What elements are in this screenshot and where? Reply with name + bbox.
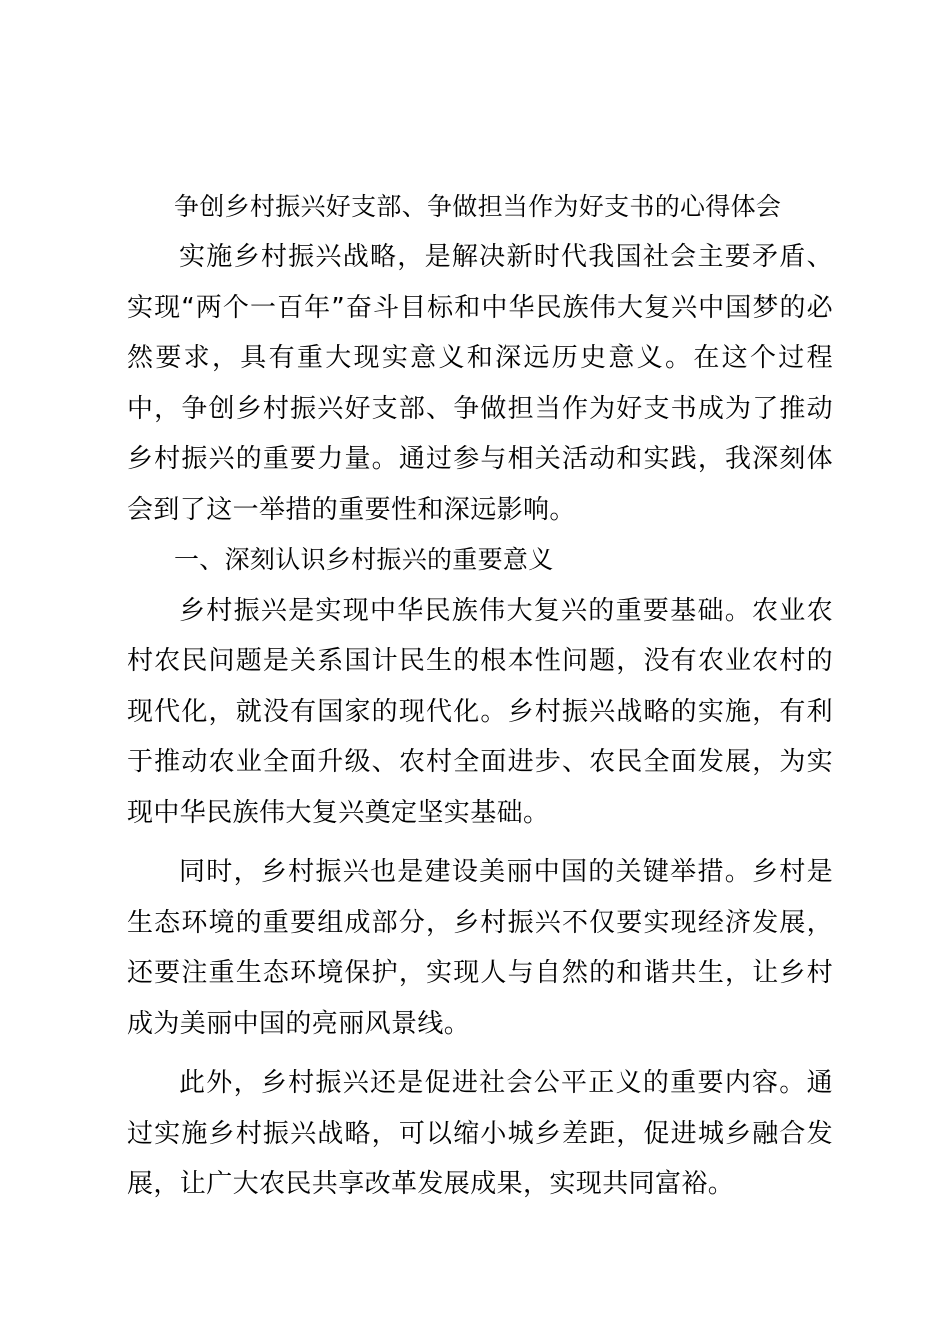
section-heading: 一、深刻认识乡村振兴的重要意义 bbox=[174, 545, 554, 574]
body-paragraph: 乡村振兴是实现中华民族伟大复兴的重要基础。农业农村农民问题是关系国计民生的根本性问题，没有农业农村的现代化，就没有国家的现代化。乡村振兴战略的实施，有利于推动农业全面升级、农村全面进步、农民全面发展，为实现中华民族伟大复兴奠定坚实基础。 bbox=[127, 595, 833, 828]
document-title: 争创乡村振兴好支部、争做担当作为好支书的心得体会 bbox=[174, 192, 782, 221]
intro-paragraph: 实施乡村振兴战略，是解决新时代我国社会主要矛盾、实现“两个一百年”奋斗目标和中华民族伟大复兴中国梦的必然要求，具有重大现实意义和深远历史意义。在这个过程中，争创乡村振兴好支部、争做担当作为好支书成为了推动乡村振兴的重要力量。通过参与相关活动和实践，我深刻体会到了这一举措的重要性和深远影响。 bbox=[127, 242, 833, 525]
document-body bbox=[127, 182, 833, 1210]
body-paragraph: 此外，乡村振兴还是促进社会公平正义的重要内容。通过实施乡村振兴战略，可以缩小城乡差距，促进城乡融合发展，让广大农民共享改革发展成果，实现共同富裕。 bbox=[127, 1068, 833, 1199]
body-paragraph: 同时，乡村振兴也是建设美丽中国的关键举措。乡村是生态环境的重要组成部分，乡村振兴不仅要实现经济发展，还要注重生态环境保护，实现人与自然的和谐共生，让乡村成为美丽中国的亮丽风景线。 bbox=[127, 857, 833, 1039]
